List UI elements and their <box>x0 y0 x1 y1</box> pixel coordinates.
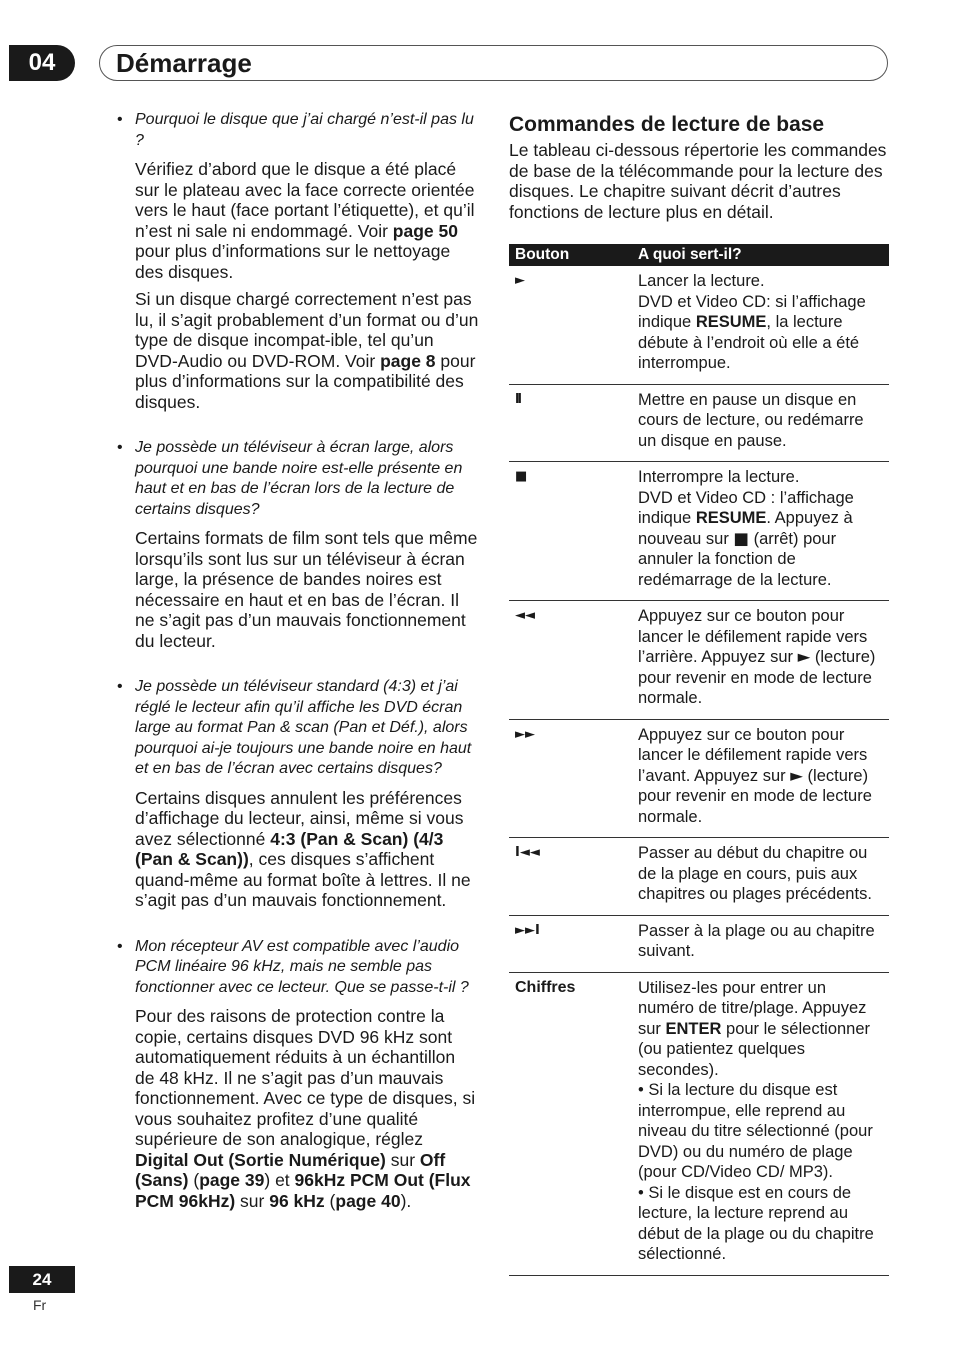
bullet-icon: • <box>117 678 123 695</box>
play-icon: ► <box>790 765 803 785</box>
faq-item <box>117 937 479 1212</box>
section-title: Commandes de lecture de base <box>509 113 825 136</box>
faq-question-text: Je possède un téléviseur à écran large, alors pourquoi une bande noire est-elle présente en haut et en bas de l’écran lors de la lecture de certains disques? <box>135 439 463 518</box>
controls-section <box>509 112 889 1276</box>
faq-item <box>117 438 479 651</box>
faq-answer <box>117 528 479 651</box>
faq-question <box>117 110 479 151</box>
fast-forward-icon: ►► <box>509 719 632 838</box>
chapter-number-badge: 04 <box>9 45 75 81</box>
text-run: ( <box>324 1190 336 1211</box>
faq-answer <box>117 1006 479 1211</box>
table-description <box>632 601 889 720</box>
chapter-title-bar <box>99 45 888 81</box>
rewind-icon: ◄◄ <box>509 601 632 720</box>
table-description <box>632 838 889 916</box>
text-run: (lecture) pour revenir en mode de lecture normale. <box>638 648 876 707</box>
text-run: , la lecture débute à l’endroit où elle a été interrompue. <box>638 313 860 372</box>
text-run: (arrêt) pour annuler la fonction de redémarrage de la lecture. <box>638 529 837 589</box>
bullet-icon: • <box>117 111 123 128</box>
bold-text: Digital Out (Sortie Numérique) <box>135 1149 386 1170</box>
text-run: Appuyez sur ce bouton pour lancer le défilement rapide vers l’arrière. Appuyez sur <box>638 607 868 666</box>
faq-item <box>117 677 479 911</box>
text-run: ) et <box>264 1170 295 1190</box>
section-intro: Le tableau ci-dessous répertorie les commandes de base de la télécommande pour la lecture des disques. Le chapitre suivant décrit d’autres fonctions de lecture plus en détail. <box>509 140 887 222</box>
bullet-icon: • <box>117 937 123 955</box>
table-description <box>632 462 889 601</box>
text-run: Certains formats de film sont tels que même lorsqu’ils sont lus sur un téléviseur à écran large, la présence de bandes noires est nécessaire en haut et en bas de l’écran. Il ne s’agit pas d’un mauvais fonctionnement du lecteur. <box>135 528 478 651</box>
text-run: • Si le disque est en cours de lecture, la lecture reprend au début de la plage ou du chapitre sélectionné. <box>638 1183 874 1263</box>
text-run: pour le sélectionner (ou patientez quelques secondes). <box>638 1019 871 1079</box>
table-description <box>632 384 889 462</box>
text-run: Si un disque chargé correctement n’est pas lu, il s’agit probablement d’un format ou d’un type de disque incompat-ible, tel qu’un DVD-Audio ou DVD-ROM. Voir <box>135 289 479 371</box>
table-header-button: Bouton <box>509 244 632 266</box>
text-run: Pour des raisons de protection contre la copie, certains disques DVD 96 kHz sont automatiquement réduits à un échantillon de 48 kHz. Il ne s’agit pas d’un mauvais fonctionnement. Avec ce type de disques, si vous souhaitez profitez d’une qualité supérieure de son analogique, réglez <box>135 1006 476 1149</box>
table-row <box>509 719 889 838</box>
bold-text: page 50 <box>392 220 458 241</box>
chapter-title: Démarrage <box>116 48 252 78</box>
next-track-icon: ►►I <box>509 915 632 972</box>
text-run: pour plus d’informations sur le nettoyage des disques. <box>135 241 451 282</box>
table-row <box>509 838 889 916</box>
language-code: Fr <box>33 1297 47 1313</box>
bold-text: RESUME <box>695 509 767 527</box>
text-run: Lancer la lecture. <box>638 272 765 290</box>
faq-answer <box>117 159 479 282</box>
controls-table <box>509 244 889 1276</box>
text-run: . Appuyez à nouveau sur <box>638 509 853 548</box>
bold-text: page 40 <box>335 1190 401 1211</box>
text-run: • Si la lecture du disque est interrompue, elle reprend au niveau du titre sélectionné (pour DVD) ou du numéro de plage (pour CD/Video CD/ MP3). <box>638 1081 873 1181</box>
text-run: Appuyez sur ce bouton pour lancer le défilement rapide vers l’avant. Appuyez sur <box>638 725 868 785</box>
table-header-purpose: A quoi sert-il? <box>632 244 889 266</box>
table-key-label: Chiffres <box>509 972 632 1275</box>
table-row <box>509 266 889 384</box>
text-run: ( <box>188 1170 200 1190</box>
stop-icon: ■ <box>509 462 632 601</box>
text-run: (lecture) pour revenir en mode de lecture normale. <box>638 766 872 826</box>
text-run: Certains disques annulent les préférences d’affichage du lecteur, ainsi, même si vous avez sélectionné <box>135 787 464 849</box>
text-run: Passer à la plage ou au chapitre suivant. <box>638 921 875 960</box>
faq-item <box>117 110 479 412</box>
faq-answer <box>117 788 479 911</box>
faq-question <box>117 438 479 520</box>
text-run: DVD et Video CD : l’affichage indique <box>638 488 854 527</box>
text-run: Interrompre la lecture. <box>638 468 800 486</box>
faq-question <box>117 937 479 999</box>
table-description <box>632 915 889 972</box>
table-row <box>509 915 889 972</box>
bold-text: 96kHz PCM Out (Flux PCM 96kHz) <box>135 1170 471 1211</box>
bold-text: RESUME <box>695 313 767 331</box>
bold-text: ENTER <box>665 1019 722 1038</box>
play-icon: ► <box>797 647 811 666</box>
table-row <box>509 972 889 1275</box>
faq-answer <box>117 289 479 412</box>
pause-icon: ll <box>509 384 632 462</box>
stop-icon: ■ <box>733 528 749 548</box>
faq-column <box>117 110 479 1237</box>
bold-text: page 8 <box>380 350 436 371</box>
page-number: 24 <box>9 1266 75 1293</box>
text-run: DVD et Video CD: si l’affichage indique <box>638 292 866 331</box>
previous-track-icon: I◄◄ <box>509 838 632 916</box>
bold-text: page 39 <box>199 1170 265 1190</box>
text-run: Utilisez-les pour entrer un numéro de titre/plage. Appuyez sur <box>638 978 867 1038</box>
text-run: Passer au début du chapitre ou de la plage en cours, puis aux chapitres ou plages précédents. <box>638 844 872 903</box>
bold-text: 96 kHz <box>269 1190 325 1211</box>
table-description <box>632 719 889 838</box>
text-run: sur <box>235 1190 270 1211</box>
table-row <box>509 601 889 720</box>
text-run: Mettre en pause un disque en cours de lecture, ou redémarre un disque en pause. <box>638 390 864 450</box>
text-run: Vérifiez d’abord que le disque a été placé sur le plateau avec la face correcte orientée vers le haut (face portant l’étiquette), et qu’il n’est ni sale ni endommagé. Voir <box>135 159 475 241</box>
bullet-icon: • <box>117 439 123 456</box>
bold-text: 4:3 (Pan & Scan) (4/3 (Pan & Scan)) <box>135 828 444 869</box>
table-description <box>632 972 889 1275</box>
faq-question-text: Pourquoi le disque que j’ai chargé n’est-il pas lu ? <box>135 111 474 149</box>
table-row <box>509 462 889 601</box>
table-description <box>632 266 889 384</box>
faq-question-text: Mon récepteur AV est compatible avec l’audio PCM linéaire 96 kHz, mais ne semble pas fonctionner avec ce lecteur. Que se passe-t-il ? <box>135 937 469 996</box>
faq-question-text: Je possède un téléviseur standard (4:3) et j’ai réglé le lecteur afin qu’il affiche les DVD écran large au format Pan & scan (Pan et Déf.), alors pourquoi ai-je toujours une bande noire en haut et en bas de l’écran avec certains disques? <box>135 678 472 777</box>
text-run: sur <box>385 1149 420 1170</box>
bold-text: Off (Sans) <box>135 1149 446 1190</box>
table-row <box>509 384 889 462</box>
table-header-row <box>509 244 889 266</box>
play-icon: ► <box>509 266 632 384</box>
text-run: pour plus d’informations sur la compatibilité des disques. <box>135 350 476 412</box>
text-run: ). <box>400 1190 412 1211</box>
text-run: , ces disques s’affichent quand-même au format boîte à lettres. Il ne s’agit pas d’un mauvais fonctionnement. <box>135 849 471 910</box>
faq-question <box>117 677 479 780</box>
